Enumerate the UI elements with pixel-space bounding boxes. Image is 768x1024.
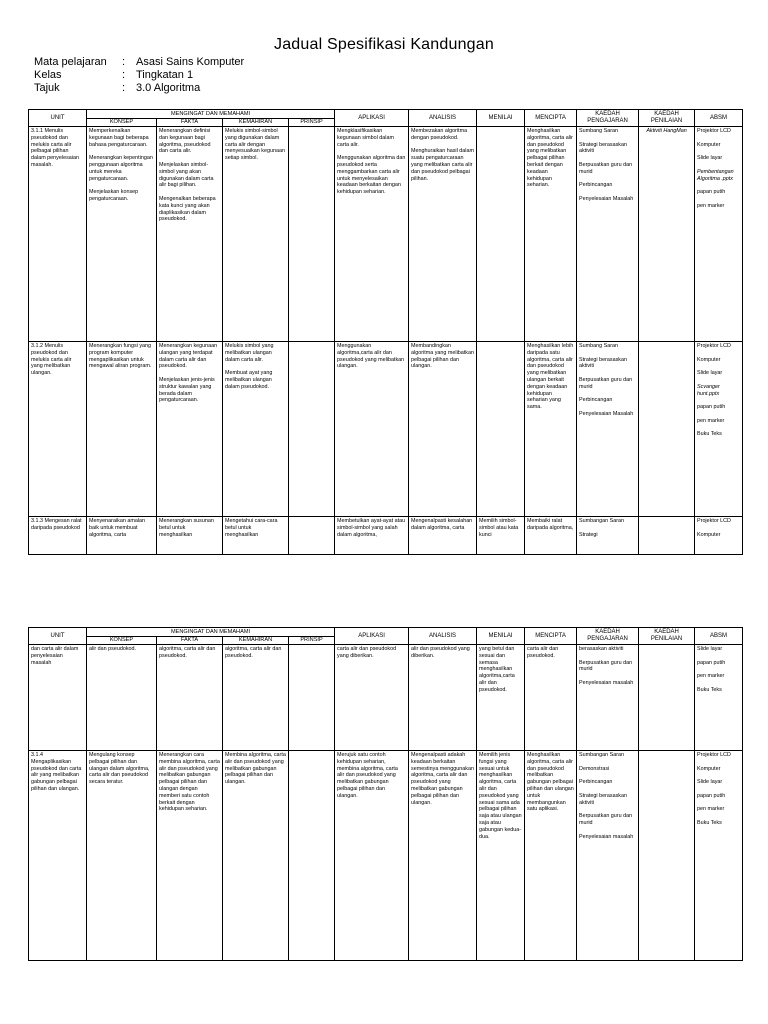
cell-gap [579, 135, 636, 142]
cell-mencipta [525, 342, 577, 517]
cell-text: 3.1.2 Menulis pseudokod dan melukis carta alir yang melibatkan ulangan. [31, 343, 72, 377]
document-title: Jadual Spesifikasi Kandungan [274, 36, 494, 53]
cell-text: Perbincangan [579, 779, 613, 786]
cell-kemahiran [223, 751, 289, 961]
cell-text: Projektor LCD [697, 752, 731, 758]
cell-text: Projektor LCD [697, 343, 731, 349]
cell-gap [291, 343, 332, 350]
cell-gap [697, 411, 740, 418]
cell-prinsip [289, 127, 335, 342]
cell-text: Komputer [697, 356, 721, 363]
header-kaedah-pengajaran: KAEDAH PENGAJARAN [577, 110, 639, 127]
cell-text: Slide layar [697, 646, 723, 652]
cell-text: Menghasilkan algoritma, carta alir dan pseudokod melibatkan gabungan pelbagai pilihan dan ulangan untuk membangunkan satu aplikasi. [527, 752, 574, 813]
meta-row-topic [34, 82, 244, 95]
cell-gap [697, 813, 740, 820]
cell-gap [579, 673, 636, 680]
header-aplikasi: APLIKASI [335, 110, 409, 127]
header-kaedah-penilaian: KAEDAH PENILAIAN [639, 110, 695, 127]
cell-gap [291, 518, 332, 525]
spec-table-2 [28, 627, 743, 961]
cell-text: papan putih [697, 189, 726, 196]
cell-menilai [477, 342, 525, 517]
cell-gap [697, 363, 740, 370]
cell-pengajaran [577, 645, 639, 751]
cell-text: alir dan pseudokod yang diberikan. [411, 646, 470, 659]
cell-gap [697, 425, 740, 432]
cell-gap [697, 653, 740, 660]
cell-text: Perbincangan [579, 182, 613, 189]
cell-menilai [477, 751, 525, 961]
header-kemahiran: KEMAHIRAN [223, 637, 289, 645]
cell-text: Strategi berasaskan aktiviti [579, 792, 627, 806]
cell-gap [479, 128, 522, 135]
cell-gap [579, 189, 636, 196]
cell-absm [695, 127, 743, 342]
cell-text: Menerangkan cara membina algoritma, carta alir dan pseudokod yang melibatkan gabungan pelbagai pilihan dan ulangan dengan memberi satu contoh berkait dengan kehidupan seharian. [159, 752, 220, 813]
header-group: MENGINGAT DAN MEMAHAMI [87, 110, 335, 119]
cell-text: papan putih [697, 404, 726, 411]
header-konsep: KONSEP [87, 119, 157, 127]
cell-gap [579, 404, 636, 411]
cell-text: Slide layar [697, 155, 723, 162]
cell-text: algoritma, carta alir dan pseudokod. [225, 646, 282, 659]
cell-fakta [157, 342, 223, 517]
meta-value: Asasi Sains Komputer [136, 56, 245, 68]
cell-gap [579, 653, 636, 660]
cell-penilaian [639, 645, 695, 751]
meta-row-class [34, 69, 244, 82]
cell-text: Projektor LCD [697, 128, 731, 134]
header-mencipta: MENCIPTA [525, 628, 577, 645]
cell-fakta [157, 517, 223, 555]
cell-text: Menghuraikan hasil dalam suatu pengaturcaraan yang melibatkan carta alir dan pseudokod pelbagai pilihan. [411, 148, 474, 182]
cell-text: Membandingkan algoritma yang melibatkan pelbagai pilihan dan ulangan. [411, 343, 474, 370]
cell-fakta [157, 127, 223, 342]
cell-text: Komputer [697, 531, 721, 538]
cell-aplikasi [335, 645, 409, 751]
cell-aplikasi [335, 517, 409, 555]
cell-gap [697, 800, 740, 807]
cell-gap [579, 350, 636, 357]
cell-text: Menggunakan algoritma dan pseudokod serta menggambarkan carta alir untuk menyelesaikan keadaan berkaitan dengan kehidupan seharian. [337, 155, 406, 196]
cell-analisis [409, 342, 477, 517]
cell-text: papan putih [697, 659, 726, 666]
cell-text: Membina algoritma, carta alir dan pseudokod yang melibatkan gabungan pelbagai pilihan dan ulangan. [225, 752, 286, 786]
header-kaedah-penilaian: KAEDAH PENILAIAN [639, 628, 695, 645]
cell-text: Menerangkan definisi dan kegunaan bagi algoritma, pseudokod dan carta alir. [159, 128, 211, 155]
cell-text: Berpusatkan guru dan murid [579, 659, 633, 673]
cell-text: Berpusatkan guru dan murid [579, 376, 633, 390]
cell-text: Sumbang Saran [579, 343, 619, 349]
cell-fakta [157, 751, 223, 961]
header-fakta: FAKTA [157, 119, 223, 127]
cell-gap [697, 377, 740, 384]
cell-konsep [87, 517, 157, 555]
cell-unit [29, 751, 87, 961]
cell-text: carta alir dan pseudokod. [527, 646, 559, 659]
meta-row-subject [34, 56, 244, 69]
table-row [29, 517, 743, 555]
cell-gap [291, 128, 332, 135]
cell-absm [695, 751, 743, 961]
cell-text: pen marker [697, 417, 725, 424]
header-unit: UNIT [29, 110, 87, 127]
cell-gap [641, 646, 692, 653]
cell-text: Penyelesaian masalah [579, 679, 634, 686]
cell-kemahiran [223, 645, 289, 751]
cell-konsep [87, 751, 157, 961]
cell-text: Mengenalkan beberapa kata kunci yang akan diaplikasikan dalam pseudokod. [159, 195, 216, 223]
cell-text: Menggunakan algoritma,carta alir dan pseudokod yang melibatkan ulangan. [337, 343, 405, 370]
cell-text: berasaskan aktiviti [579, 646, 624, 652]
cell-analisis [409, 517, 477, 555]
cell-text: Sumbang Saran [579, 128, 619, 134]
cell-gap [159, 370, 220, 377]
header-prinsip: PRINSIP [289, 637, 335, 645]
cell-gap [697, 397, 740, 404]
cell-konsep [87, 645, 157, 751]
cell-text: Buku Teks [697, 686, 722, 693]
cell-text: Memilih simbol-simbol atau kata kunci [479, 518, 519, 538]
cell-text: Menjelaskan konsep pengaturcaraan. [89, 189, 139, 202]
cell-gap [641, 518, 692, 525]
cell-text: papan putih [697, 792, 726, 799]
cell-penilaian [639, 517, 695, 555]
cell-text: Menghasilkan algoritma, carta alir dan pseudokod yang melibatkan pelbagai pilihan berkait dengan keadaan kehidupan seharian. [527, 128, 573, 189]
cell-mencipta [525, 127, 577, 342]
meta-label: Mata pelajaran [34, 56, 107, 68]
cell-text: Menerangkan kegunaan ulangan yang terdapat dalam carta alir dan pseudokod. [159, 343, 218, 370]
cell-aplikasi [335, 342, 409, 517]
cell-gap [579, 786, 636, 793]
cell-gap [697, 148, 740, 155]
cell-analisis [409, 127, 477, 342]
cell-text: Berpusatkan guru dan murid [579, 813, 633, 826]
header-absm: ABSM [695, 110, 743, 127]
cell-text: alir dan pseudokod. [89, 646, 137, 652]
cell-text: Menjelaskan jenis-jenis struktur kawalan yang berada dalam pengaturcaraan. [159, 376, 215, 404]
cell-analisis [409, 645, 477, 751]
cell-pengajaran [577, 127, 639, 342]
cell-gap [697, 196, 740, 203]
cell-text: Komputer [697, 141, 721, 148]
cell-gap [697, 135, 740, 142]
cell-gap [579, 370, 636, 377]
cell-text: Berpusatkan guru dan murid [579, 161, 633, 175]
cell-gap [337, 148, 406, 155]
cell-gap [697, 182, 740, 189]
document-meta [34, 56, 244, 95]
cell-text: Mengenalpasti kesalahan dalam algoritma, carta [411, 518, 473, 531]
cell-mencipta [525, 751, 577, 961]
cell-unit [29, 517, 87, 555]
cell-unit [29, 645, 87, 751]
cell-text: Slide layar [697, 370, 723, 377]
cell-text: Komputer [697, 765, 721, 772]
cell-text: Strategi berasaskan aktiviti [579, 141, 627, 155]
cell-text: 3.1.4 Mengaplikasikan pseudokod dan carta alir yang melibatkan gabungan pelbagai pilihan dan ulangan. [31, 752, 82, 792]
cell-gap [579, 391, 636, 398]
cell-text: 3.1.3 Mengesan ralat daripada pseudokod [31, 518, 82, 531]
header-mencipta: MENCIPTA [525, 110, 577, 127]
header-kaedah-pengajaran: KAEDAH PENGAJARAN [577, 628, 639, 645]
meta-colon: : [122, 69, 126, 81]
cell-gap [159, 155, 220, 162]
cell-text: pen marker [697, 673, 725, 680]
cell-text: Penyelesaian Masalah [579, 195, 634, 202]
cell-gap [697, 350, 740, 357]
cell-text: Mengetahui cara-cara betul untuk menghasilkan [225, 518, 278, 538]
cell-text: Projektor LCD [697, 518, 731, 524]
cell-menilai [477, 127, 525, 342]
cell-gap [291, 752, 332, 759]
cell-text: algoritma, carta alir dan pseudokod. [159, 646, 216, 659]
meta-label: Kelas [34, 69, 62, 81]
cell-text: Membaiki ralat daripada algoritma, [527, 518, 574, 531]
cell-text: 3.1.1 Menulis pseudokod dan melukis carta alir pelbagai pilihan dalam penyelesaian masalah. [31, 128, 79, 168]
cell-pengajaran [577, 342, 639, 517]
cell-absm [695, 645, 743, 751]
cell-penilaian [639, 751, 695, 961]
cell-penilaian [639, 127, 695, 342]
cell-gap [697, 162, 740, 169]
cell-gap [579, 155, 636, 162]
cell-pengajaran [577, 751, 639, 961]
cell-gap [411, 142, 474, 149]
cell-text: Pembentangan Algoritma .pptx [697, 168, 734, 182]
cell-text: Penyelesaian Masalah [579, 410, 634, 417]
header-fakta: FAKTA [157, 637, 223, 645]
cell-text: Mengklasifikasikan kegunaan simbol dalam carta alir. [337, 128, 394, 148]
cell-text: Buku Teks [697, 431, 722, 438]
header-kemahiran: KEMAHIRAN [223, 119, 289, 127]
cell-text: Demonstrasi [579, 765, 610, 772]
cell-prinsip [289, 751, 335, 961]
cell-gap [697, 525, 740, 532]
cell-text: dan carta alir dalam penyelesaian masalah [31, 646, 79, 666]
header-konsep: KONSEP [87, 637, 157, 645]
cell-kemahiran [223, 517, 289, 555]
cell-gap [697, 786, 740, 793]
cell-text: Menerangkan kepentingan penggunaan algoritma untuk mereka pengaturcaraan. [89, 155, 153, 182]
cell-text: Menerangkan susunan betul untuk menghasilkan [159, 518, 214, 538]
table-row [29, 751, 743, 961]
cell-text: carta alir dan pseudokod yang diberikan. [337, 646, 397, 659]
cell-text: pen marker [697, 202, 725, 209]
cell-text: Mengenalpasti adakah keadaan berkaitan semestinya menggunakan algoritma, carta alir dan pseudokod yang melibatkan gabungan pelbagai pilihan dan ulangan. [411, 752, 474, 806]
cell-gap [579, 759, 636, 766]
cell-prinsip [289, 517, 335, 555]
cell-gap [579, 806, 636, 813]
cell-text: Scvanger hunt.pptx [697, 383, 720, 397]
meta-colon: : [122, 56, 126, 68]
cell-gap [479, 343, 522, 350]
cell-text: Sumbangan Saran [579, 518, 625, 524]
cell-text: Membezakan algoritma dengan pseudokod. [411, 128, 468, 141]
cell-konsep [87, 342, 157, 517]
cell-unit [29, 127, 87, 342]
cell-text: Memilih jenis fungsi yang sesuai untuk menghasilkan algoritma, carta alir dan pseudokod yang sesuai sama ada pelbagai pilihan saja atau ulangan saja atau gabungan kedua-dua. [479, 752, 522, 840]
cell-aplikasi [335, 127, 409, 342]
meta-label: Tajuk [34, 82, 60, 94]
cell-analisis [409, 751, 477, 961]
cell-text: Menghasilkan lebih daripada satu algoritma, carta alir dan pseudokod yang melibatkan ulangan berkait dengan keadaan kehidupan seharian yang sama. [527, 343, 574, 411]
cell-mencipta [525, 645, 577, 751]
cell-konsep [87, 127, 157, 342]
cell-text: pen marker [697, 806, 725, 813]
table-row [29, 342, 743, 517]
cell-text: yang betul dan sesuai dan semasa menghasilkan algoritma,carta alir dan pseudokod. [479, 646, 515, 693]
cell-gap [291, 646, 332, 653]
cell-kemahiran [223, 342, 289, 517]
cell-fakta [157, 645, 223, 751]
cell-kemahiran [223, 127, 289, 342]
cell-text: Penyelesaian masalah [579, 833, 634, 840]
cell-absm [695, 342, 743, 517]
meta-colon: : [122, 82, 126, 94]
spec-table-1 [28, 109, 743, 555]
cell-gap [89, 148, 154, 155]
header-analisis: ANALISIS [409, 628, 477, 645]
cell-gap [159, 189, 220, 196]
header-analisis: ANALISIS [409, 110, 477, 127]
cell-gap [579, 525, 636, 532]
cell-gap [225, 363, 286, 370]
cell-text: Merujuk satu contoh kehidupan seharian, membina algoritma, carta alir dan pseudokod yang melibatkan gabungan pelbagai pilihan dan ulangan. [337, 752, 398, 799]
cell-unit [29, 342, 87, 517]
cell-gap [641, 752, 692, 759]
header-prinsip: PRINSIP [289, 119, 335, 127]
cell-penilaian [639, 342, 695, 517]
header-aplikasi: APLIKASI [335, 628, 409, 645]
cell-aplikasi [335, 751, 409, 961]
cell-mencipta [525, 517, 577, 555]
cell-gap [89, 182, 154, 189]
header-menilai: MENILAI [477, 110, 525, 127]
cell-gap [697, 666, 740, 673]
cell-text: Mengulang konsep pelbagai pilihan dan ulangan dalam algoritma, carta alir dan pseudokod secara teratur. [89, 752, 150, 786]
meta-value: Tingkatan 1 [136, 69, 194, 81]
cell-text: Menerangkan fungsi yang program komputer mengaplikasikan untuk mengawal aliran program. [89, 343, 152, 370]
cell-gap [579, 176, 636, 183]
cell-prinsip [289, 342, 335, 517]
meta-value: 3.0 Algoritma [136, 82, 201, 94]
cell-absm [695, 517, 743, 555]
cell-gap [579, 772, 636, 779]
cell-text: Aktiviti HangMan [646, 128, 687, 134]
cell-text: Memperkenalkan kegunaan bagi beberapa bahasa pengaturcaraan. [89, 128, 149, 148]
cell-text: Strategi berasaskan aktiviti [579, 356, 627, 370]
header-menilai: MENILAI [477, 628, 525, 645]
cell-menilai [477, 517, 525, 555]
cell-text: Slide layar [697, 779, 723, 786]
header-unit: UNIT [29, 628, 87, 645]
cell-gap [697, 759, 740, 766]
cell-prinsip [289, 645, 335, 751]
cell-menilai [477, 645, 525, 751]
cell-pengajaran [577, 517, 639, 555]
cell-text: Sumbangan Saran [579, 752, 625, 758]
cell-text: Menyenaraikan amalan baik untuk membuat algoritma, carta [89, 518, 146, 538]
cell-gap [697, 680, 740, 687]
header-absm: ABSM [695, 628, 743, 645]
cell-gap [697, 772, 740, 779]
cell-text: Membetulkan ayat-ayat atau simbol-simbol yang salah dalam algoritma, [337, 518, 406, 538]
cell-text: Strategi [579, 531, 598, 538]
cell-gap [579, 827, 636, 834]
cell-text: Perbincangan [579, 397, 613, 404]
cell-text: Melukis simbol-simbol yang digunakan dalam carta alir dengan menyesuaikan kegunaan setiap simbol. [225, 128, 285, 162]
cell-text: Menjelaskan simbol-simbol yang akan digunakan dalam carta alir bagi pilihan. [159, 161, 214, 189]
cell-text: Melukis simbol yang melibatkan ulangan dalam carta alir. [225, 343, 274, 363]
table-row [29, 127, 743, 342]
table-row [29, 645, 743, 751]
header-group: MENGINGAT DAN MEMAHAMI [87, 628, 335, 637]
cell-gap [641, 343, 692, 350]
cell-text: Membuat ayat yang melibatkan ulangan dalam pseudokod. [225, 370, 273, 390]
cell-text: Buku Teks [697, 819, 722, 826]
